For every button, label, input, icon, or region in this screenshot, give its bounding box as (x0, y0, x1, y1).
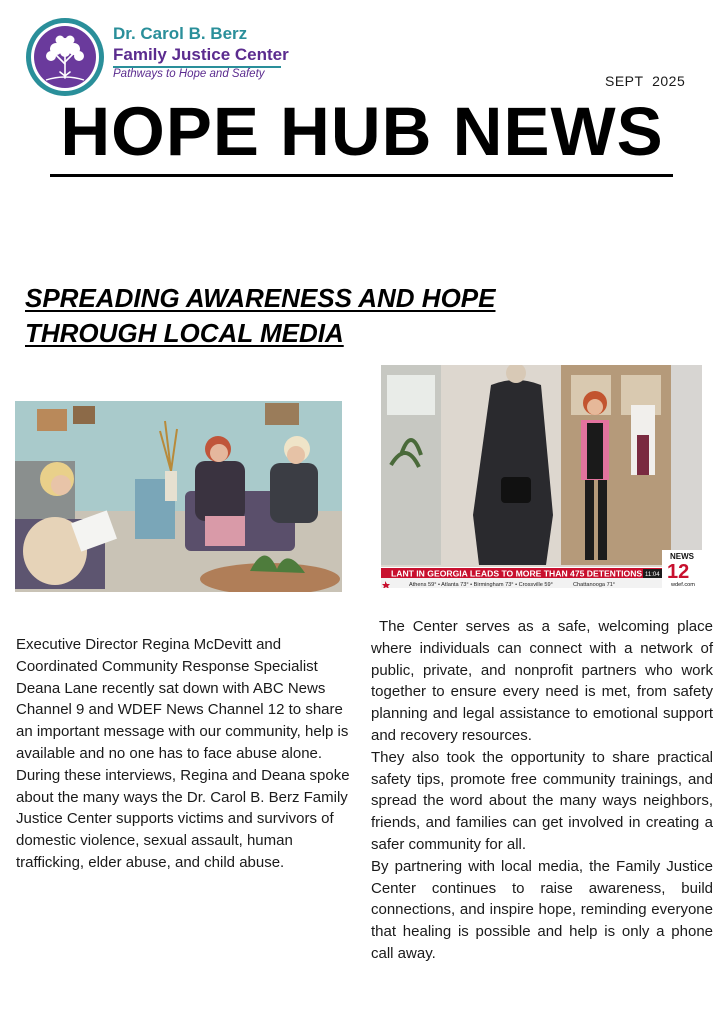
news-broadcast-photo (381, 365, 702, 588)
article-headline (25, 281, 625, 351)
ticker-weather-local: Chattanooga 71° (573, 582, 616, 588)
ticker-weather: Athens 59° • Atlanta 73° • Birmingham 73° • Crossville 59° (409, 582, 553, 588)
org-name-line2: Family Justice Center (113, 45, 289, 64)
right-paragraph-3: By partnering with local media, the Family Justice Center continues to raise awareness, build connections, and inspire hope, reminding everyone that healing is possible and help is only a phone call away. (371, 857, 713, 962)
broadcast-time: 11:04 (645, 572, 660, 578)
interview-photo (15, 401, 342, 592)
org-name-line1: Dr. Carol B. Berz (113, 24, 248, 43)
masthead-title: HOPE HUB NEWS (60, 93, 664, 170)
station-site: wdef.com (671, 582, 695, 588)
ticker-headline: LANT IN GEORGIA LEADS TO MORE THAN 475 DETENTIONS (391, 568, 643, 579)
family-justice-center-logo (24, 16, 106, 98)
article-left-column (16, 634, 358, 874)
headline-line-2: THROUGH LOCAL MEDIA (25, 318, 344, 348)
org-tagline: Pathways to Hope and Safety (113, 68, 265, 80)
channel-tag: NEWS (670, 552, 694, 561)
headline-line-1: SPREADING AWARENESS AND HOPE (25, 283, 496, 313)
right-paragraph-2: They also took the opportunity to share practical safety tips, promote free community trainings, and spread the word about the many ways neighbors, friends, and families can get involved in creating a safer community for all. (371, 748, 713, 853)
right-paragraph-1: The Center serves as a safe, welcoming place where individuals can connect with a network of public, private, and nonprofit partners who work together to ensure every need is met, from safety planning and legal assistance to emotional support and recovery resources. (371, 618, 713, 744)
issue-date: SEPT 2025 (605, 73, 686, 89)
left-paragraph-2: During these interviews, Regina and Deana spoke about the many ways the Dr. Carol B. Berz Family Justice Center supports victims and survivors of domestic violence, sexual assault, human trafficking, elder abuse, and child abuse. (16, 766, 350, 871)
left-paragraph-1: Executive Director Regina McDevitt and Coordinated Community Response Specialist Deana Lane recently sat down with ABC News Channel 9 and WDEF News Channel 12 to share an important message with our community, help is available and no one has to face abuse alone. (16, 636, 349, 762)
channel-number: 12 (667, 561, 690, 583)
masthead-underline (50, 174, 673, 177)
article-right-column (371, 616, 713, 965)
